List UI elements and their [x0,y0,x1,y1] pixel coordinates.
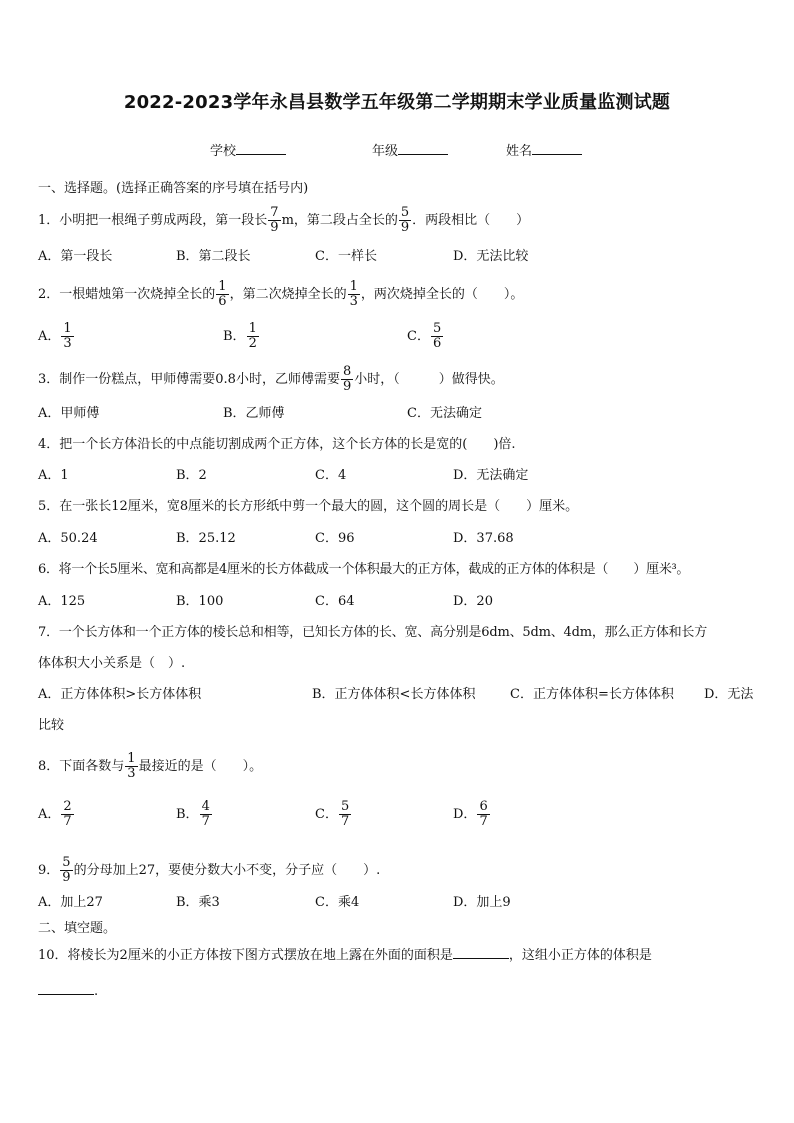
q9-text-b: 的分母加上27，要使分数大小不变，分子应（ ）. [73,863,381,878]
q8-d-num: 6 [479,799,488,814]
q8-option-a-fraction [61,800,73,829]
q6-option-c[interactable]: C．64 [315,594,355,609]
q3-text-b: 小时，（ ）做得快。 [354,372,504,387]
question-1 [38,206,529,235]
q1-f2-den: 9 [400,220,410,235]
name-field[interactable] [506,140,582,159]
q6-option-a[interactable]: A．125 [38,594,86,609]
q2-option-b[interactable] [223,322,260,351]
school-blank[interactable] [236,142,286,155]
q8-d-den: 7 [479,814,488,829]
q7-option-d-wrap: 比较 [38,718,65,733]
q2-b-num: 1 [248,321,257,336]
q5-option-a[interactable]: A．50.24 [38,531,98,546]
q8-b-den: 7 [201,814,210,829]
question-10-cont [38,982,98,1001]
q10-text-c: . [94,984,99,999]
q2-b-den: 2 [248,336,257,351]
q8-option-b-label: B． [176,807,199,822]
q2-option-a-label: A． [38,329,61,344]
question-5: 5．在一张长12厘米，宽8厘米的长方形纸中剪一个最大的圆，这个圆的周长是（ ）厘米。 [38,499,579,514]
q2-a-den: 3 [63,336,72,351]
q8-option-d-label: D． [453,807,477,822]
q1-f2-num: 5 [400,205,410,220]
q2-option-c[interactable] [407,322,444,351]
q7-option-b[interactable]: B．正方体体积<长方体体积 [312,687,476,702]
q2-text-a: 2．一根蜡烛第一次烧掉全长的 [38,287,216,302]
q1-fraction-1 [268,206,280,235]
q10-text-b: ，这组小正方体的体积是 [508,948,652,963]
q10-text-a: 10．将棱长为2厘米的小正方体按下图方式摆放在地上露在外面的面积是 [38,948,453,963]
q8-c-num: 5 [340,799,350,814]
q2-f2-num: 1 [349,279,358,294]
grade-blank[interactable] [398,142,448,155]
q8-c-den: 7 [340,814,350,829]
q2-f1-num: 1 [218,279,227,294]
q2-text-c: ，两次烧掉全长的（ ）。 [360,287,524,302]
q1-option-a[interactable]: A．第一段长 [38,249,113,264]
q7-option-a[interactable]: A．正方体体积>长方体体积 [38,687,202,702]
q2-option-b-label: B． [223,329,246,344]
student-info [0,140,794,160]
q4-option-b[interactable]: B．2 [176,468,207,483]
q9-option-b[interactable]: B．乘3 [176,895,220,910]
q2-text-b: ，第二次烧掉全长的 [229,287,347,302]
q9-option-d[interactable]: D．加上9 [453,895,511,910]
question-7-line-1: 7．一个长方体和一个正方体的棱长总和相等，已知长方体的长、宽、高分别是6dm、5dm、4dm，那么正方体和长方 [38,625,708,640]
q5-option-d[interactable]: D．37.68 [453,531,514,546]
grade-label: 年级 [372,144,399,159]
q2-c-den: 6 [432,336,442,351]
question-9 [38,856,380,885]
q1-option-b[interactable]: B．第二段长 [176,249,251,264]
q2-fraction-1 [216,280,228,309]
q3-option-b[interactable]: B．乙师傅 [223,406,285,421]
question-4: 4．把一个长方体沿长的中点能切割成两个正方体，这个长方体的长是宽的( )倍. [38,437,516,452]
q8-option-d[interactable] [453,800,491,829]
grade-field[interactable] [372,140,448,159]
q2-a-num: 1 [63,321,72,336]
q1-fraction-2 [399,206,411,235]
name-label: 姓名 [506,144,533,159]
q9-option-a[interactable]: A．加上27 [38,895,103,910]
q8-option-c-label: C． [315,807,338,822]
q3-fraction-1 [341,365,353,394]
q3-option-a[interactable]: A．甲师傅 [38,406,100,421]
q8-option-d-fraction [477,800,489,829]
q2-fraction-2 [348,280,360,309]
q8-b-num: 4 [201,799,210,814]
q1-option-c[interactable]: C．一样长 [315,249,377,264]
q3-f1-den: 9 [342,379,352,394]
question-8 [38,752,262,781]
q1-option-d[interactable]: D．无法比较 [453,249,529,264]
q2-option-c-label: C． [407,329,430,344]
q8-text-b: 最接近的是（ ）。 [138,759,263,774]
q4-option-a[interactable]: A．1 [38,468,69,483]
q4-option-d[interactable]: D．无法确定 [453,468,529,483]
q2-f2-den: 3 [349,294,358,309]
q6-option-b[interactable]: B．100 [176,594,224,609]
q10-blank-area[interactable] [453,946,509,959]
q8-option-b[interactable] [176,800,213,829]
q8-option-c-fraction [339,800,351,829]
q8-f1-den: 3 [127,766,136,781]
q1-text-a: 1．小明把一根绳子剪成两段，第一段长 [38,213,268,228]
question-3 [38,365,504,394]
q9-option-c[interactable]: C．乘4 [315,895,360,910]
q9-f1-num: 5 [62,855,71,870]
q8-option-b-fraction [200,800,212,829]
q3-f1-num: 8 [342,364,352,379]
question-10 [38,946,652,965]
q2-c-num: 5 [432,321,442,336]
q2-option-c-fraction [431,322,443,351]
q5-option-b[interactable]: B．25.12 [176,531,236,546]
q2-f1-den: 6 [218,294,227,309]
q8-a-num: 2 [63,799,72,814]
q2-option-a-fraction [61,322,73,351]
q3-text-a: 3．制作一份糕点，甲师傅需要0.8小时，乙师傅需要 [38,372,340,387]
q9-text-a: 9． [38,863,60,878]
q5-option-c[interactable]: C．96 [315,531,355,546]
question-6: 6．将一个长5厘米、宽和高都是4厘米的长方体截成一个体积最大的正方体，截成的正方体的体积是（ ）厘米³。 [38,562,690,577]
page-title: 2022-2023学年永昌县数学五年级第二学期期末学业质量监测试题 [123,92,671,113]
q1-text-b: m，第二段占全长的 [281,213,398,228]
q2-option-b-fraction [247,322,259,351]
q3-option-c[interactable]: C．无法确定 [407,406,482,421]
q1-f1-num: 7 [270,205,279,220]
question-7-line-2: 体体积大小关系是（ ）. [38,656,186,671]
q6-option-d[interactable]: D．20 [453,594,493,609]
q4-option-c[interactable]: C．4 [315,468,347,483]
q7-option-d[interactable]: D．无法 [704,687,754,702]
q10-blank-volume[interactable] [38,982,94,995]
q1-text-c: ．两段相比（ ） [412,213,530,228]
q8-option-a[interactable] [38,800,75,829]
q8-option-a-label: A． [38,807,61,822]
q9-f1-den: 9 [62,870,71,885]
section-heading-choice: 一、选择题。(选择正确答案的序号填在括号内) [38,181,309,196]
q8-option-c[interactable] [315,800,352,829]
q8-fraction-1 [125,752,137,781]
q7-option-c[interactable]: C．正方体体积=长方体体积 [510,687,674,702]
school-field[interactable] [210,140,286,159]
name-blank[interactable] [532,142,582,155]
q8-f1-num: 1 [127,751,136,766]
q8-a-den: 7 [63,814,72,829]
section-heading-fill: 二、填空题。 [38,921,117,936]
q2-option-a[interactable] [38,322,75,351]
q8-text-a: 8．下面各数与 [38,759,125,774]
q9-fraction-1 [60,856,72,885]
question-2 [38,280,523,309]
school-label: 学校 [210,144,237,159]
q1-f1-den: 9 [270,220,279,235]
